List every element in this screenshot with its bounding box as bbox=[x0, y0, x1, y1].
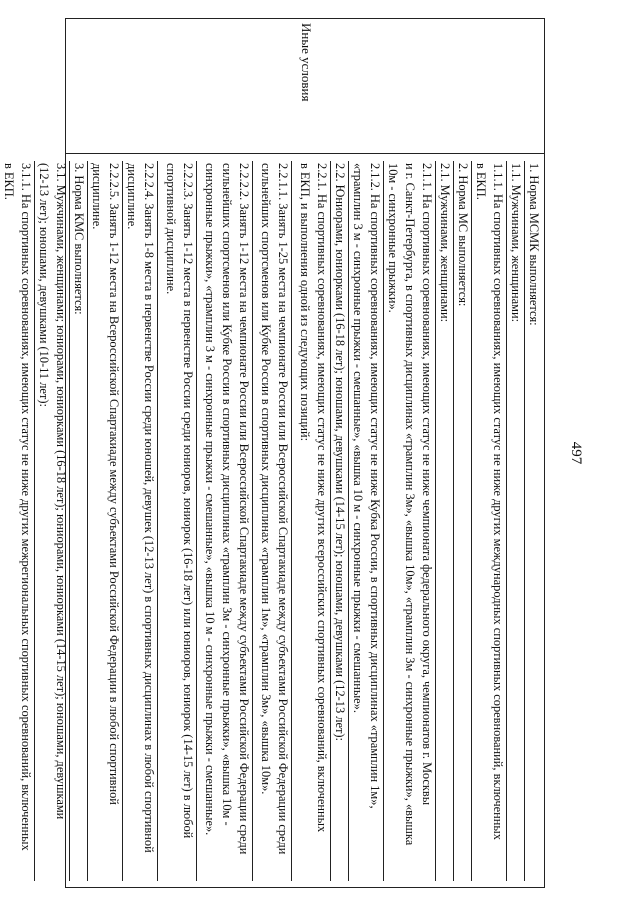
table-row: 3. Норма КМС выполняется: bbox=[69, 161, 87, 881]
row-label-other-conditions: Иные условия bbox=[66, 19, 544, 154]
table-row: 1.1. Мужчинами, женщинами: bbox=[506, 161, 524, 881]
table-row: 2.2.1.1. Занять 1-25 места на чемпионате России или Всероссийской Спартакиаде между субъектами Российской Федерации среди сильнейших спортсменов или Кубке России в спортивных дисциплинах «трамплин 1м», «трамплин 3м», «вышка 10м». bbox=[252, 161, 291, 881]
table-row: 2.2.1. На спортивных соревнованиях, имеющих статус не ниже других всероссийских спортивных соревнований, включенных в ЕКП, и выполнения одной из следующих позиций: bbox=[291, 161, 330, 881]
table-row: 2.2.2.4. Занять 1-8 места в первенстве России среди юношей, девушек (12-13 лет) в спортивных дисциплинах в любой спортивной дисциплине. bbox=[122, 161, 157, 881]
requirements-table bbox=[2, 18, 545, 888]
page-number: 497 bbox=[568, 441, 584, 465]
table-row: 2.1.1. На спортивных соревнованиях, имеющих статус не ниже чемпионата федерального округа, чемпионатов г. Москвы и г. Санкт-Петербурга, в спортивных дисциплинах «трамплин 3м», «вышка 10м», «трамплин 3м - синхронные прыжки», «вышка 10м - синхронные прыжки». bbox=[383, 161, 435, 881]
table-row: 2.1. Мужчинами, женщинами: bbox=[435, 161, 453, 881]
table-row: 1. Норма МСМК выполняется: bbox=[524, 161, 542, 881]
table-row: 1.1.1. На спортивных соревнованиях, имеющих статус не ниже других международных спортивных соревнований, включенных в ЕКП. bbox=[471, 161, 506, 881]
requirements-content bbox=[2, 155, 544, 887]
table-row: 3.1. Мужчинами, женщинами; юниорами, юниорками (16-18 лет); юниорами, юниорками (14-15 лет); юношами, девушками (12-13 лет); юношами, девушками (10-11 лет): bbox=[34, 161, 69, 881]
table-row: 2.1.2. На спортивных соревнованиях, имеющих статус не ниже Кубка России, в спортивных дисциплинах «трамплин 1м», «трамплин 3 м - синхронные прыжки - смешанные», «вышка 10 м - синхронные прыжки - смешанные». bbox=[348, 161, 383, 881]
table-row: 3.1.1. На спортивных соревнованиях, имеющих статус не ниже других межрегиональных спортивных соревнований, включенных в ЕКП. bbox=[2, 163, 33, 851]
table-row: 2. Норма МС выполняется: bbox=[453, 161, 471, 881]
table-row: 2.2.2.2. Занять 1-12 места на чемпионате России или Всероссийской Спартакиаде между субъектами Российской Федерации среди сильнейших спортсменов или Кубке России в спортивных дисциплинах «трамплин 3м - синхронные прыжки», «вышка 10м - синхронные прыжки», «трамплин 3 м - синхронные прыжки - смешанные», «вышка 10 м - синхронные прыжки - смешанные». bbox=[196, 161, 252, 881]
rotated-page-content bbox=[2, 18, 585, 888]
table-row: 2.2.2.3. Занять 1-12 места в первенстве России среди юниоров, юниорок (16-18 лет) или юниоров, юниорок (14-15 лет) в любой спортивной дисциплине. bbox=[157, 161, 196, 881]
table-row: 2.2. Юниорами, юниорками (16-18 лет); юношами, девушками (14-15 лет); юношами, девушками (12-13 лет): bbox=[330, 161, 348, 881]
table-row: 2.2.2.5. Занять 1-12 места на Всероссийской Спартакиаде между субъектами Российской Федерации в любой спортивной дисциплине. bbox=[87, 161, 122, 881]
